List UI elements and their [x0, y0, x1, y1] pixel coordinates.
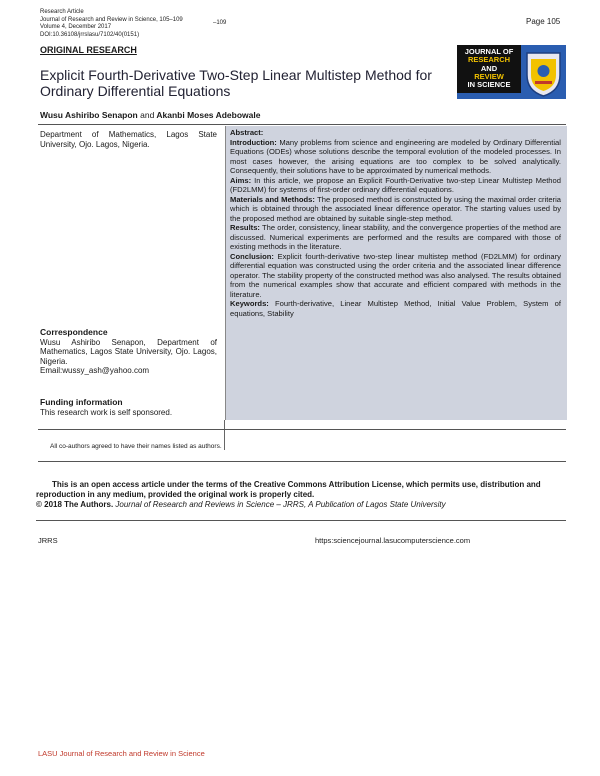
open-access-notice — [36, 480, 566, 510]
copyright-line — [36, 500, 566, 510]
journal-logo — [457, 45, 521, 99]
affiliation: Department of Mathematics, Lagos State University, Ojo. Lagos, Nigeria. — [40, 130, 217, 149]
coauthors-note: All co-authors agreed to have their names listed as authors. — [50, 443, 222, 450]
author-list — [40, 110, 260, 120]
correspondence-email: Email:wussy_ash@yahoo.com — [40, 366, 150, 376]
abstract-introduction — [230, 138, 561, 176]
funding-block — [40, 398, 217, 417]
keywords-text: Fourth-derivative, Linear Multistep Method, Initial Value Problem, System of equations, Stability — [230, 299, 561, 318]
correspondence-text: Wusu Ashiribo Senapon, Department of Mathematics, Lagos State University, Ojo. Lagos, Nigeria. — [40, 337, 217, 366]
footer-url[interactable]: https:sciencejournal.lasucomputerscience.com — [315, 536, 471, 545]
copyright-label: © 2018 The Authors. — [36, 500, 114, 509]
logo-stripe — [457, 93, 521, 99]
article-title — [40, 68, 460, 99]
title-line-1: Explicit Fourth-Derivative Two-Step Linear Multistep Method for — [40, 67, 432, 83]
top-rule — [38, 124, 566, 125]
journal-citation: Journal of Research and Review in Science, 105–109 — [40, 16, 183, 23]
journal-volume: Volume 4, December 2017 — [40, 24, 112, 30]
logo-line-3: AND — [480, 63, 498, 73]
page-range-suffix: –109 — [213, 20, 227, 26]
abstract-aims — [230, 176, 561, 195]
article-type: Research Article — [40, 9, 84, 15]
license-text: This is an open access article under the terms of the Creative Commons Attribution License, which permits use, distribution and reproduction in any medium, provided the original work is properly cited. — [36, 480, 541, 499]
title-line-2: Ordinary Differential Equations — [40, 82, 231, 99]
results-label: Results: — [230, 223, 260, 232]
section-label: ORIGINAL RESEARCH — [40, 45, 137, 55]
abstract-results — [230, 223, 561, 252]
introduction-text: Many problems from science and engineering are modeled by Ordinary Differential Equations (ODEs) whose solutions describe the temporal evolution of the modeled processes. In most cases however, the arising equations are too complex to be solved analytically. Consequently, their solutions have to be approximated by numerical methods. — [230, 137, 561, 175]
funding-heading: Funding information — [40, 397, 123, 407]
results-text: The order, consistency, linear stability, and the convergence properties of the method are discussed. Numerical experiments are performed and the results are compared with those of existing methods in the literature. — [230, 223, 561, 251]
middle-rule — [38, 429, 566, 430]
correspondence-block — [40, 328, 217, 376]
university-seal — [521, 45, 566, 99]
methods-label: Materials and Methods: — [230, 194, 315, 204]
logo-line-1: JOURNAL OF — [464, 47, 514, 56]
bottom-journal-note: LASU Journal of Research and Review in Science — [38, 749, 205, 758]
footer-rule — [36, 520, 566, 521]
journal-doi: DOI:10.36108/jrrslasu/7102/40(0151) — [40, 31, 140, 38]
footer-journal-abbrev: JRRS — [38, 536, 58, 545]
correspondence-heading: Correspondence — [40, 327, 108, 337]
author-2: Akanbi Moses Adebowale — [156, 110, 261, 120]
aims-label: Aims: — [230, 175, 252, 185]
column-divider — [224, 420, 225, 450]
conclusion-text: Explicit fourth-derivative two-step linear multistep method (FD2LMM) for ordinary differential equation was constructed using the order criteria and the associated linear difference operator. The stability property of the constructed method was also analysed. The results obtained from the numerical examples show that accurate and efficient compared with methods in the literature. — [230, 251, 561, 299]
aims-text: In this article, we propose an Explicit Fourth-Derivative two-step Linear Multistep Method (FD2LMM) for systems of first-order ordinary differential equations. — [230, 175, 561, 194]
abstract-keywords — [230, 299, 561, 318]
page-number: Page 105 — [526, 17, 561, 26]
conclusion-label: Conclusion: — [230, 251, 274, 261]
abstract-conclusion — [230, 252, 561, 300]
author-conjunction: and — [140, 110, 155, 120]
keywords-label: Keywords: — [230, 299, 269, 308]
funding-text: This research work is self sponsored. — [40, 407, 173, 417]
logo-line-2: RESEARCH — [467, 55, 511, 65]
introduction-label: Introduction: — [230, 137, 277, 147]
copyright-text: Journal of Research and Reviews in Science – JRRS, A Publication of Lagos State University — [115, 500, 446, 509]
logo-line-5: IN SCIENCE — [467, 80, 511, 90]
logo-line-4: REVIEW — [474, 71, 504, 81]
abstract — [230, 128, 561, 318]
abstract-methods — [230, 195, 561, 224]
methods-text: The proposed method is constructed by using the maximal order criteria which is obtained through the associated linear difference operator. The starting values used by the proposed method are obtained by suitable single-step method. — [230, 194, 561, 223]
abstract-heading: Abstract: — [230, 128, 264, 137]
author-1: Wusu Ashiribo Senapon — [40, 110, 138, 120]
lower-rule — [38, 461, 566, 462]
